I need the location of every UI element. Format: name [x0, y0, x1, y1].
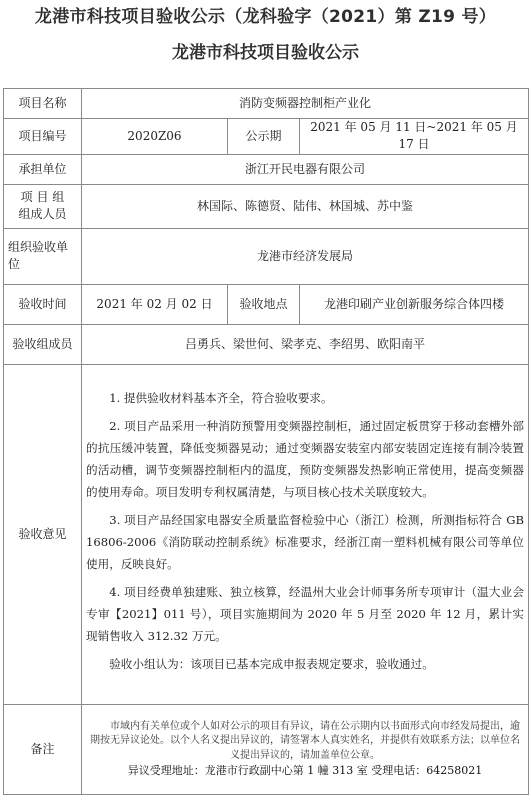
remarks-label: 备注 [4, 704, 82, 794]
acceptance-time-value: 2021 年 02 月 02 日 [82, 284, 228, 324]
period-value: 2021 年 05 月 11 日~2021 年 05 月 17 日 [300, 119, 529, 155]
row-undertaker [4, 154, 529, 184]
announcement-title: 龙港市科技项目验收公示（龙科验字（2021）第 Z19 号） [34, 7, 497, 27]
panel-label: 验收组成员 [4, 324, 82, 364]
project-no-value: 2020Z06 [82, 119, 228, 155]
row-panel [4, 324, 529, 364]
opinion-paragraph: 1. 提供验收材料基本齐全，符合验收要求。 [109, 391, 333, 406]
acceptance-place-value: 龙港印刷产业创新服务综合体四楼 [300, 284, 529, 324]
opinion-label: 验收意见 [4, 364, 82, 704]
opinion-paragraph: 3. 项目产品经国家电器安全质量监督检验中心（浙江）检测，所测指标符合 GB 16806-2006《消防联动控制系统》标准要求，经浙江南一塑料机械有限公司等单位使用，反映良好。 [86, 513, 525, 572]
row-opinion [4, 364, 529, 704]
period-label: 公示期 [228, 119, 300, 155]
remarks-text: 市域内有关单位或个人如对公示的项目有异议，请在公示期内以书面形式向市经发局提出，逾期按无异议论处。以个人名义提出异议的，请签署本人真实姓名，并提供有效联系方法；以单位名义提出异议的，请加盖单位公章。 [90, 720, 520, 761]
panel-value: 吕勇兵、梁世何、梁孝克、李绍男、欧阳南平 [82, 324, 529, 364]
objection-address: 异议受理地址：龙港市行政副中心第 1 幢 313 室 受理电话：64258021 [127, 764, 483, 778]
opinion-content [82, 364, 529, 704]
organizer-label: 组织验收单 位 [4, 228, 82, 284]
opinion-paragraph: 4. 项目经费单独建账、独立核算，经温州大业会计师事务所专项审计（温大业会专审【2021】011 号），项目实施期间为 2020 年 5 月至 2020 年 12 月，累计实现销售收入 312.32 万元。 [86, 585, 525, 644]
row-remarks [4, 704, 529, 794]
row-project-no [4, 119, 529, 155]
announcement-subtitle: 龙港市科技项目验收公示 [172, 43, 359, 63]
remarks-content [82, 704, 529, 794]
project-no-label: 项目编号 [4, 119, 82, 155]
row-project-name [4, 89, 529, 119]
acceptance-time-label: 验收时间 [4, 284, 82, 324]
row-organizer [4, 228, 529, 284]
undertaker-value: 浙江开民电器有限公司 [82, 154, 529, 184]
undertaker-label: 承担单位 [4, 154, 82, 184]
acceptance-table [3, 88, 529, 795]
acceptance-place-label: 验收地点 [228, 284, 300, 324]
project-name-value: 消防变频器控制柜产业化 [82, 89, 529, 119]
organizer-value: 龙港市经济发展局 [82, 228, 529, 284]
project-name-label: 项目名称 [4, 89, 82, 119]
row-members [4, 184, 529, 228]
members-value: 林国际、陈德贤、陆伟、林国城、苏中鉴 [82, 184, 529, 228]
members-label: 项 目 组 组成人员 [4, 184, 82, 228]
row-acceptance [4, 284, 529, 324]
opinion-paragraph: 2. 项目产品采用一种消防预警用变频器控制柜，通过固定板贯穿于移动套槽外部的抗压缓冲装置，降低变频器晃动；通过变频器安装室内部安装固定连接有制冷装置的活动槽，调节变频器控制柜内的温度，预防变频器发热影响正常使用，提高变频器的使用寿命。项目发明专利权属清楚，与项目核心技术关联度较大。 [86, 419, 525, 500]
opinion-paragraph: 验收小组认为：该项目已基本完成申报表规定要求，验收通过。 [109, 657, 434, 672]
